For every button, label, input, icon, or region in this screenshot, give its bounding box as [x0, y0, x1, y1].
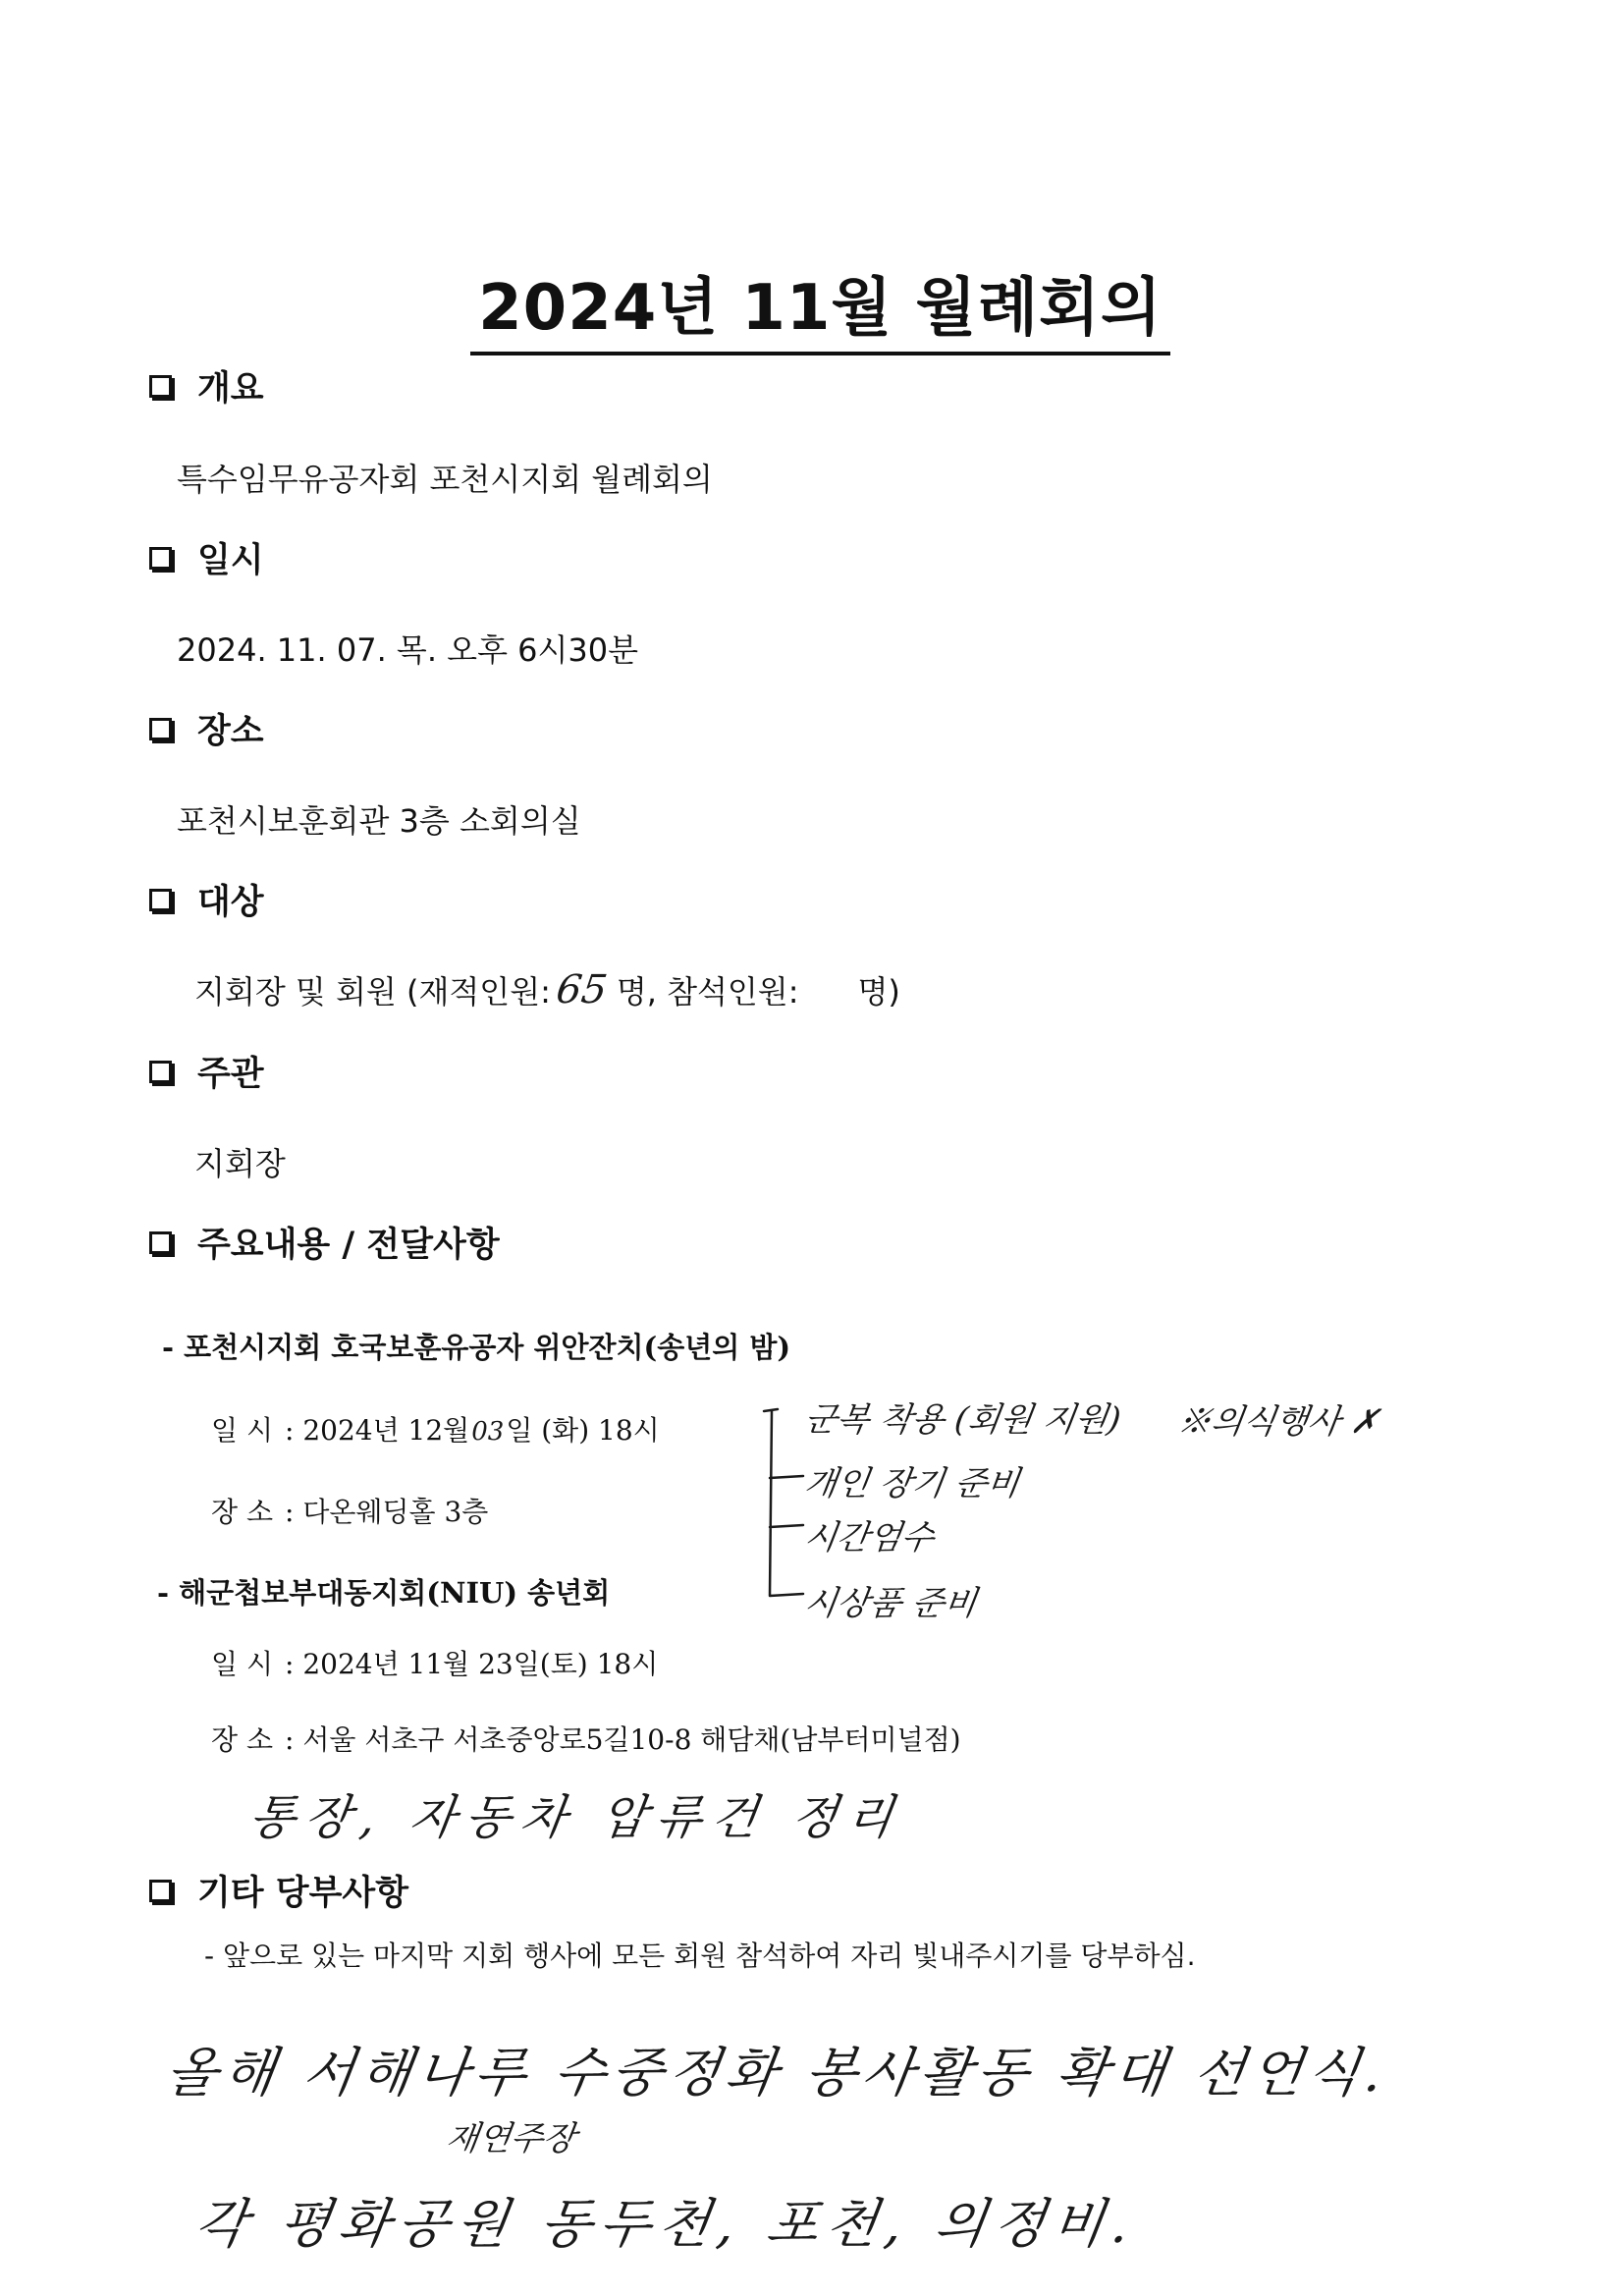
- section-heading-main: 주요내용 / 전달사항: [149, 1218, 500, 1267]
- target-text: 지회장 및 회원 (재적인원:65 명, 참석인원: 명): [194, 967, 900, 1012]
- checkbox-icon: [149, 889, 172, 911]
- checkbox-icon: [149, 718, 172, 740]
- page-title: 2024년 11월 월례회의: [0, 257, 1623, 355]
- handnote-item-3: 시간엄수: [801, 1518, 937, 1558]
- handwritten-date: 03: [471, 1417, 505, 1447]
- other-text: - 앞으로 있는 마지막 지회 행사에 모든 회원 참석하여 자리 빛내주시기를 당부하심.: [204, 1940, 1196, 1972]
- event1-title: - 포천시지회 호국보훈유공자 위안잔치(송년의 밤): [162, 1331, 791, 1364]
- datetime-text: 2024. 11. 07. 목. 오후 6시30분: [177, 631, 639, 669]
- section-heading-datetime: 일시: [149, 533, 264, 582]
- handnote-item-2: 개인 장기 준비: [801, 1464, 1023, 1503]
- event1-date: 일 시 : 2024년 12월03일 (화) 18시: [211, 1414, 660, 1447]
- handnote-item-4: 시상품 준비: [801, 1584, 980, 1623]
- checkbox-icon: [149, 375, 172, 398]
- handnote-item-1: 군복 착용 (회원 지원): [801, 1400, 1124, 1440]
- event2-date: 일 시 : 2024년 11월 23일(토) 18시: [211, 1648, 659, 1680]
- event2-title: - 해군첩보부대동지회(NIU) 송년회: [157, 1576, 611, 1610]
- checkbox-icon: [149, 547, 172, 570]
- handwritten-footer-annotation: 재연주장: [443, 2119, 578, 2159]
- checkbox-icon: [149, 1061, 172, 1083]
- handwritten-footer-line1: 올해 서해나루 수중정화 봉사활동 확대 선언식.: [162, 2042, 1392, 2104]
- overview-text: 특수임무유공자회 포천시지회 월례회의: [177, 461, 713, 498]
- handwritten-enrolled-count: 65: [553, 967, 611, 1012]
- checkbox-icon: [149, 1231, 172, 1254]
- host-text: 지회장: [194, 1145, 286, 1182]
- place-text: 포천시보훈회관 3층 소회의실: [177, 802, 581, 840]
- section-heading-target: 대상: [149, 875, 264, 924]
- section-heading-place: 장소: [149, 704, 264, 753]
- event2-place: 장 소 : 서울 서초구 서초중앙로5길10-8 해담채(남부터미널점): [211, 1723, 961, 1756]
- handnote-bottom: 통장, 자동차 압류건 정리: [245, 1790, 907, 1845]
- section-heading-host: 주관: [149, 1047, 264, 1096]
- handnote-side: ※의식행사 ✗: [1174, 1402, 1381, 1442]
- event1-place: 장 소 : 다온웨딩홀 3층: [211, 1496, 489, 1528]
- section-heading-other: 기타 당부사항: [149, 1866, 408, 1915]
- section-heading-overview: 개요: [149, 361, 264, 410]
- checkbox-icon: [149, 1880, 172, 1902]
- handwritten-footer-line2: 각 평화공원 동두천, 포천, 의정비.: [191, 2193, 1142, 2255]
